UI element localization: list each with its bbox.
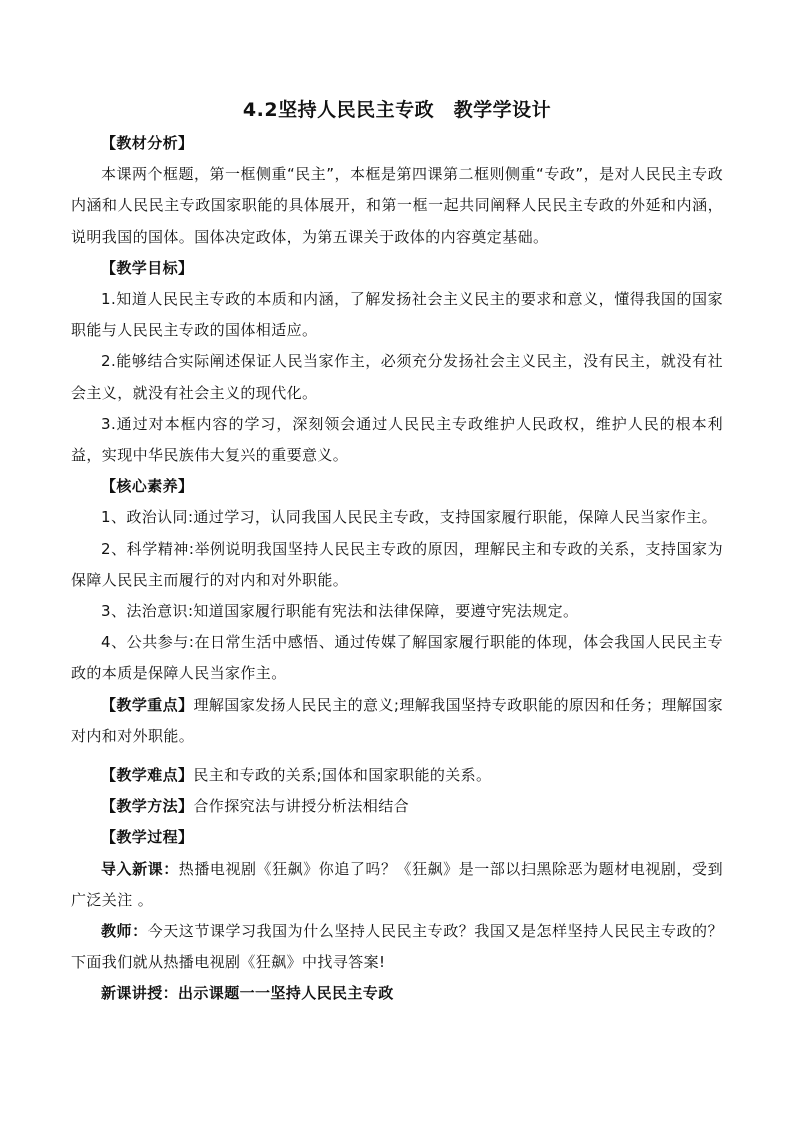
section-heading-analysis: 【教材分析】 (101, 134, 194, 152)
intro-paragraph (71, 854, 723, 916)
literacy-item-4: 4、公共参与:在日常生活中感悟、通过传媒了解国家履行职能的体现，体会我国人民民主专政的本质是保障人民当家作主。 (71, 633, 723, 683)
teacher-text: 今天这节课学习我国为什么坚持人民民主专政？我国又是怎样坚持人民民主专政的？下面我们就从热播电视剧《狂飙》中找寻答案! (71, 922, 723, 972)
difficulties-text: 民主和专政的关系;国体和国家职能的关系。 (193, 766, 492, 785)
key-points-paragraph (71, 690, 723, 752)
section-heading-goals: 【教学目标】 (101, 258, 194, 277)
methods-text: 合作探究法与讲授分析法相结合 (193, 797, 410, 816)
literacy-item-3: 3、法治意识:知道国家履行职能有宪法和法律保障，要遵守宪法规定。 (101, 602, 579, 621)
literacy-item-1: 1、政治认同:通过学习，认同我国人民民主专政，支持国家履行职能，保障人民当家作主。 (101, 508, 718, 527)
key-points-text: 理解国家发扬人民民主的意义;理解我国坚持专政职能的原因和任务；理解国家对内和对外职能。 (71, 695, 723, 745)
intro-label: 导入新课： (101, 859, 179, 878)
goal-item-1: 1.知道人民民主专政的本质和内涵，了解发扬社会主义民主的要求和意义，懂得我国的国家职能与人民民主专政的国体相适应。 (71, 290, 723, 340)
section-heading-key-points: 【教学重点】 (101, 695, 194, 714)
spacer (71, 752, 723, 760)
teacher-label: 教师： (101, 922, 148, 941)
goal-item-3: 3.通过对本框内容的学习，深刻领会通过人民民主专政维护人民政权，维护人民的根本利益，实现中华民族伟大复兴的重要意义。 (71, 414, 723, 465)
document-title: 4.2坚持人民民主专政 教学学设计 (242, 99, 552, 121)
section-heading-methods: 【教学方法】 (101, 797, 194, 816)
section-heading-process: 【教学过程】 (101, 828, 194, 847)
teacher-paragraph (71, 916, 723, 978)
section-heading-difficulties: 【教学难点】 (101, 766, 194, 785)
analysis-paragraph: 本课两个框题，第一框侧重“民主”，本框是第四课第二框则侧重“专政”，是对人民民主专政内涵和人民民主专政国家职能的具体展开，和第一框一起共同阐释人民民主专政的外延和内涵，说明我国的国体。国体决定政体，为第五课关于政体的内容奠定基础。 (71, 165, 723, 246)
methods-paragraph (71, 791, 723, 822)
document-page (71, 94, 723, 1010)
new-lesson-heading: 新课讲授：出示课题一一坚持人民民主专政 (101, 984, 394, 1003)
difficulties-paragraph (71, 760, 723, 791)
goal-item-2: 2.能够结合实际阐述保证人民当家作主，必须充分发扬社会主义民主，没有民主，就没有社会主义，就没有社会主义的现代化。 (71, 352, 723, 402)
section-heading-literacy: 【核心素养】 (101, 477, 194, 496)
intro-text: 热播电视剧《狂飙》你追了吗？《狂飙》是一部以扫黑除恶为题材电视剧，受到广泛关注 。 (71, 859, 723, 909)
literacy-item-2: 2、科学精神:举例说明我国坚持人民民主专政的原因，理解民主和专政的关系，支持国家为保障人民民主而履行的对内和对外职能。 (71, 539, 723, 589)
